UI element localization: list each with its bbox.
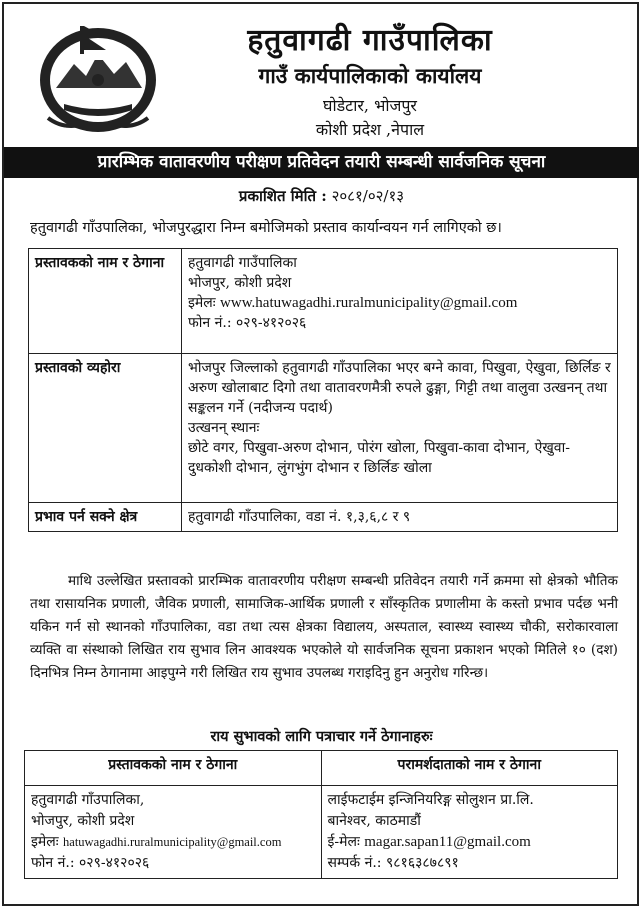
notice-banner: प्रारम्भिक वातावरणीय परीक्षण प्रतिवेदन तयारी सम्बन्धी सार्वजनिक सूचना (4, 147, 639, 178)
proponent-label: प्रस्तावकको नाम र ठेगाना (29, 249, 182, 354)
sites-text: छोटे वगर, पिखुवा-अरुण दोभान, पोरंग खोला, पिखुवा-कावा दोभान, ऐखुवा-दुधकोशी दोभान, लुंगभुंग दोभान र छिर्लिङ खोला (188, 440, 570, 476)
notice-paragraph (30, 570, 618, 685)
phone-label: सम्पर्क नं.: (327, 855, 382, 871)
proponent-contact-line-2: भोजपुर, कोशी प्रदेश (31, 813, 135, 829)
contacts-table (24, 750, 618, 879)
proponent-line-1: हतुवागढी गाउँपालिका (188, 255, 297, 271)
proponent-contact (25, 786, 322, 879)
affected-area-value: हतुवागढी गाँउपालिका, वडा नं. १,३,६,८ र ९ (182, 503, 618, 532)
org-title: हतुवागढी गाउँपालिका (247, 23, 493, 58)
office-title: गाउँ कार्यपालिकाको कार्यालय (258, 63, 482, 88)
table-row (29, 503, 618, 532)
notice-paragraph-text: माथि उल्लेखित प्रस्तावको प्रारम्भिक वातावरणीय परीक्षण सम्बन्धी प्रतिवेदन तयारी गर्ने क्रममा सो क्षेत्रको भौतिक तथा रासायनिक प्रणाली, जैविक प्रणाली, सामाजिक-आर्थिक प्रणाली र साँस्कृतिक प्रणालीमा के कस्तो प्रभाव पर्दछ भनी यकिन गर्न सो स्थानको गाँउपालिका, वडा तथा त्यस क्षेत्रका विद्यालय, अस्पताल, स्वास्थ्य स्वास्थ्य चौकी, सरोकारवाला व्यक्ति वा संस्थाको लिखित राय सुभाव लिन आवश्यक भएकोले यो सार्वजनिक सूचना प्रकाशन भएको मितिले १० (दश) दिनभित्र निम्न ठेगानामा आइपुग्ने गरी लिखित राय सुभाव उपलब्ध गराइदिनु हुन अनुरोध गरिन्छ। (30, 573, 618, 681)
proponent-contact-phone: ०२९-४१२०२६ (79, 855, 150, 871)
published-date-value: २०८१/०२/१३ (331, 187, 405, 205)
consultant-email-link[interactable]: magar.sapan11@gmail.com (364, 834, 531, 850)
published-date-label: प्रकाशित मिति : (238, 187, 327, 205)
col-consultant-header: परामर्शदाताको नाम र ठेगाना (321, 751, 618, 786)
proponent-contact-line-1: हतुवागढी गाँउपालिका, (31, 792, 145, 808)
table-row (25, 786, 618, 879)
published-date (0, 186, 643, 206)
table-header-row (25, 751, 618, 786)
proponent-line-2: भोजपुर, कोशी प्रदेश (188, 275, 292, 291)
proponent-value (182, 249, 618, 354)
consultant-phone-row (328, 853, 612, 874)
email-label: ई-मेलः (327, 834, 360, 850)
email-label: इमेलः (31, 834, 59, 850)
subject-label: प्रस्तावको व्यहोरा (29, 354, 182, 503)
phone-label: फोन नं.: (31, 855, 75, 871)
details-table (28, 248, 618, 532)
email-label: इमेलः (188, 295, 216, 311)
proponent-contact-phone-row (31, 853, 315, 874)
proponent-email-row (188, 293, 611, 313)
consultant-phone: ९८१६३८७८९१ (385, 855, 459, 871)
subject-value (182, 354, 618, 503)
table-row (29, 249, 618, 354)
consultant-line-2: बानेश्वर, काठमाडौं (327, 813, 421, 829)
consultant-line-1: लाईफटाईम इन्जिनियरिङ्ग सोलुशन प्रा.लि. (327, 792, 534, 808)
address-line-1: घोडेटार, भोजपुर (323, 96, 417, 115)
consultant-email-row (328, 832, 612, 853)
table-row (29, 354, 618, 503)
col-proponent-header: प्रस्तावकको नाम र ठेगाना (25, 751, 322, 786)
sites-label: उत्खनन् स्थानः (188, 420, 260, 436)
phone-label: फोन नं.: (188, 315, 232, 331)
contacts-heading: राय सुभावको लागि पत्राचार गर्ने ठेगानाहरुः (210, 728, 433, 745)
affected-area-label: प्रभाव पर्न सक्ने क्षेत्र (29, 503, 182, 532)
proponent-phone: ०२९-४१२०२६ (236, 315, 307, 331)
letterhead (0, 0, 643, 145)
subject-text: भोजपुर जिल्लाको हतुवागढी गाँउपालिका भएर बग्ने कावा, पिखुवा, ऐखुवा, छिर्लिङ र अरुण खोलाबाट दिगो तथा वातावरणमैत्री रुपले ढुङ्गा, गिट्टी तथा वालुवा उत्खनन् तथा सङ्कलन गर्ने (नदीजन्य पदार्थ) (188, 360, 611, 416)
nepal-emblem-icon (34, 18, 162, 136)
proponent-phone-row (188, 313, 611, 333)
proponent-contact-email-row (31, 832, 315, 853)
proponent-email-link[interactable]: www.hatuwagadhi.ruralmunicipality@gmail.com (220, 295, 518, 311)
intro-text: हतुवागढी गाँउपालिका, भोजपुरद्धारा निम्न बमोजिमको प्रस्ताव कार्यान्वयन गर्न लागिएको छ। (30, 220, 502, 236)
address-line-2: कोशी प्रदेश ,नेपाल (315, 120, 425, 139)
proponent-contact-email-link[interactable]: hatuwagadhi.ruralmunicipality@gmail.com (63, 835, 282, 849)
consultant-contact (321, 786, 618, 879)
